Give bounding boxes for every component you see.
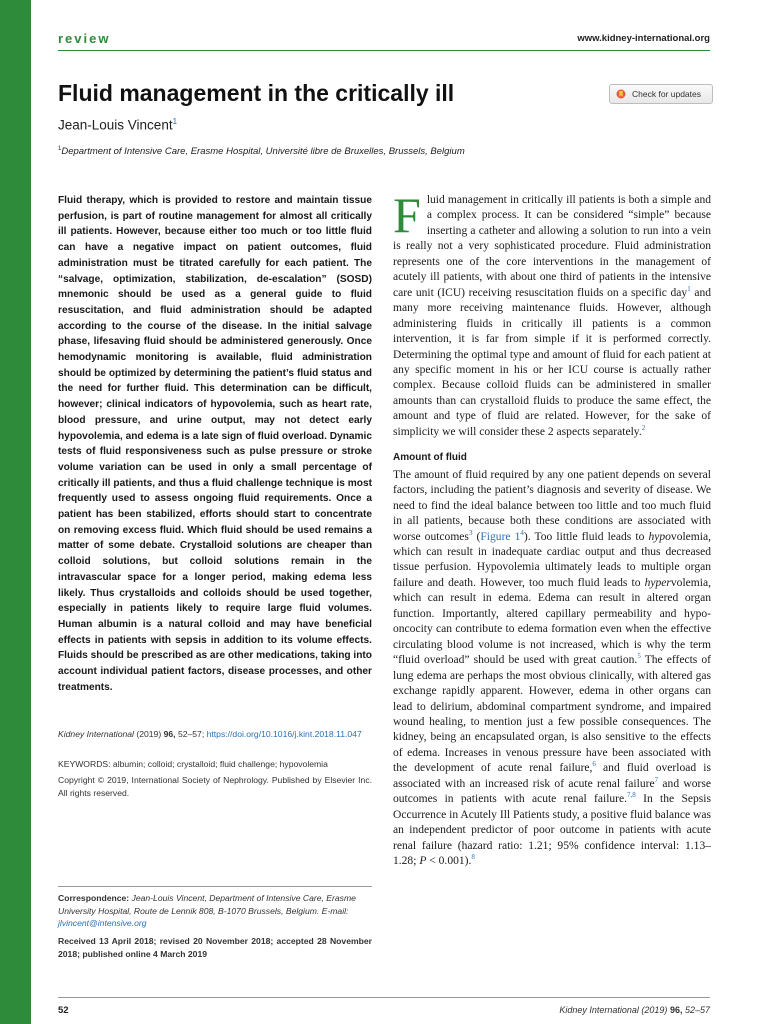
footer-year: (2019) (641, 1005, 668, 1015)
check-for-updates-button[interactable] (609, 84, 713, 104)
correspondence (58, 892, 372, 930)
reference-link[interactable]: 4 (520, 528, 524, 537)
abstract (58, 193, 372, 696)
author-affiliation-mark[interactable]: 1 (172, 117, 178, 126)
reference-link[interactable]: 2 (641, 423, 646, 432)
emphasis-hypo: hypo (648, 530, 671, 543)
check-for-updates-label: Check for updates (632, 89, 701, 99)
footer-volume: 96, (669, 1005, 683, 1015)
copyright-notice: Copyright © 2019, International Society of Nephrology. Published by Elsevier Inc. All rights reserved. (58, 775, 372, 798)
body-text: ). (523, 530, 531, 543)
footer-rule (58, 997, 710, 998)
body-text: volemia, which can result in inadequate cardiac output and thus decreased tissue perfusion. Hypovolemia ultimately leads to multiple organ failure and death. However, too much fluid leads to (393, 530, 712, 589)
correspondence-text: Jean-Louis Vincent, Department of Intensive Care, Erasme University Hospital, Route de Lennik 808, B-1070 Brussels, Belgium. E-mail: (58, 893, 356, 916)
reference-link[interactable]: 8 (471, 853, 475, 862)
reference-link[interactable]: 5 (637, 652, 641, 661)
abstract-text: Fluid therapy, which is provided to restore and maintain tissue perfusion, is part of routine management for almost all critically ill patients. However, because either too much or too little fluid can have a negative impact on patient outcomes, fluid administration must be titrated carefully for each patient. The “salvage, optimization, stabilization, de-escalation” (SOSD) mnemonic should be used as a general guide to fluid resuscitation, and fluid administration should be adapted according to the course of the disease. In the initial salvage phase, lifesaving fluid should be administered generously. Once hemodynamic monitoring is available, fluid administration should be optimized by determining the patient’s fluid status and the need for further fluid. This determination can be difficult, however; clinical indicators of hypovolemia, such as heart rate, blood pressure, and urine output, may not detect early hypovolemia, and edema is a late sign of fluid overload. Dynamic tests of fluid responsiveness such as pulse pressure or stroke volume variation can be used in only a small percentage of critically ill patients, and thus a fluid challenge technique is most frequently used to assess ongoing fluid requirements. Once a patient has been stabilized, efforts should start to concentrate on removing excess fluid. Which fluid should be used remains a matter of some debate. Crystalloid solutions are cheaper than colloid solutions, but colloid solutions remain in the intravascular space for a longer period, making edema less likely. Thus crystalloids and colloids should be used together, especially in patients likely to require large fluid volumes. Human albumin is a natural colloid and may have beneficial effects in patients with sepsis in addition to its volume effects. Fluids should be prescribed as are other medications, taking into account individual patient factors, disease processes, and other treatments. (58, 195, 372, 693)
citation (58, 728, 372, 741)
reference-link[interactable]: 3 (468, 528, 473, 537)
body-text: and many more receiving maintenance fluids. However, although administering fluids in critically ill patients is a common intervention, it is far from simple if it is performed correctly. Determining the optimal type and amount of fluid for each patient at any specific moment in his or her ICU course is actually rather complex. Because colloid fluids can be administered in smaller amounts than can crystalloid fluids to produce the same effect, the amount and type of fluid are related. However, for the sake of simplicity we will consider these 2 aspects separately. (393, 286, 711, 438)
citation-volume: 96, (163, 729, 176, 739)
citation-year: (2019) (136, 729, 162, 739)
figure-link[interactable]: Figure 1 (480, 530, 521, 543)
reference-link[interactable]: 7 (654, 775, 659, 784)
emphasis-p-value: P (419, 855, 427, 868)
reference-link[interactable]: 6 (592, 760, 596, 769)
author-name[interactable]: Jean-Louis Vincent (58, 117, 173, 133)
body-text: luid management in critically ill patients is both a simple and a complex process. It can be considered “simple” because inserting a catheter and allowing a solution to run into a vein is really not a very sophisticated procedure. Fluid administration represents one of the core interventions in the management of acutely ill patients, with about one third of patients in the intensive care unit (ICU) receiving resuscitation fluids on a specific day (393, 194, 711, 299)
body-text: volemia, which can result in edema. Edema can result in altered organ function. Importantly, altered capillary permeability and hypo-oncocity can contribute to edema formation even when the effective circulating blood volume is not increased, which is why the term “fluid overload” should be used with great caution. (393, 576, 711, 667)
body-text: The effects of lung edema are perhaps the most obvious clinically, with altered gas exchange rapidly apparent. However, edema in other organs can lead to delirium, abdominal compartment syndrome, and impaired wound healing, to mention just a few possible consequences. The kidney, being an encapsulated organ, is also sensitive to the effects of edema. Increases in venous pressure have been associated with the development of acute renal failure, (393, 654, 711, 775)
emphasis-hyper: hyper (644, 576, 671, 589)
citation-pages: 52–57; (177, 729, 205, 739)
affiliation (58, 146, 465, 157)
body-text: and fluid overload is associated with an increased risk of acute renal failure (393, 762, 711, 790)
body-text: ( (472, 530, 481, 543)
body-text: and worse outcomes in patients with acute renal failure. (393, 777, 711, 806)
header-rule (58, 50, 710, 51)
body-text: The amount of fluid required by any one patient depends on several factors, including the patient’s diagnosis and severity of disease. We need to find the ideal balance between too little and too much fluid in all patients, because both these conditions are associated with worse outcomes (393, 468, 711, 543)
citation-doi-link[interactable]: https://doi.org/10.1016/j.kint.2018.11.047 (206, 729, 362, 739)
keywords: KEYWORDS: albumin; colloid; crystalloid; fluid challenge; hypovolemia (58, 759, 328, 769)
footer-citation (559, 1005, 710, 1015)
correspondence-label: Correspondence: (58, 893, 130, 903)
received-dates: Received 13 April 2018; revised 20 November 2018; accepted 28 November 2018; published online 4 March 2019 (58, 936, 372, 959)
body-text: Too little fluid leads to (530, 530, 649, 543)
body-text: In the Sepsis Occurrence in Acutely Ill Patients study, a positive fluid balance was an independent predictor of poor outcome in patients with acute renal failure (hazard ratio: 1.21; 95% confidence interval: 1.13–1.28; (393, 793, 711, 868)
subheading-amount-of-fluid: Amount of fluid (393, 452, 467, 464)
article-body (393, 187, 712, 869)
citation-journal: Kidney International (58, 729, 134, 739)
correspondence-email-link[interactable]: jlvincent@intensive.org (58, 918, 147, 928)
body-paragraph-intro (393, 187, 711, 440)
reference-link[interactable]: 1 (687, 284, 691, 293)
margin-accent-bar (0, 0, 31, 1024)
drop-cap: F (393, 187, 421, 243)
footer-journal: Kidney International (559, 1005, 639, 1015)
section-label: review (58, 31, 111, 46)
page-number: 52 (58, 1005, 69, 1016)
body-paragraph-amount (393, 468, 711, 870)
article-title: Fluid management in the critically ill (58, 80, 455, 106)
affiliation-text: Department of Intensive Care, Erasme Hospital, Université libre de Bruxelles, Brussels, Belgium (61, 146, 465, 158)
reference-link[interactable]: 7,8 (627, 791, 636, 800)
crossmark-icon (616, 89, 626, 99)
site-url[interactable]: www.kidney-international.org (577, 33, 710, 44)
author-line (58, 117, 177, 133)
footer-pages: 52–57 (684, 1005, 710, 1015)
affiliation-mark: 1 (58, 146, 62, 152)
correspondence-rule (58, 886, 372, 887)
body-text: < 0.001). (426, 855, 472, 868)
